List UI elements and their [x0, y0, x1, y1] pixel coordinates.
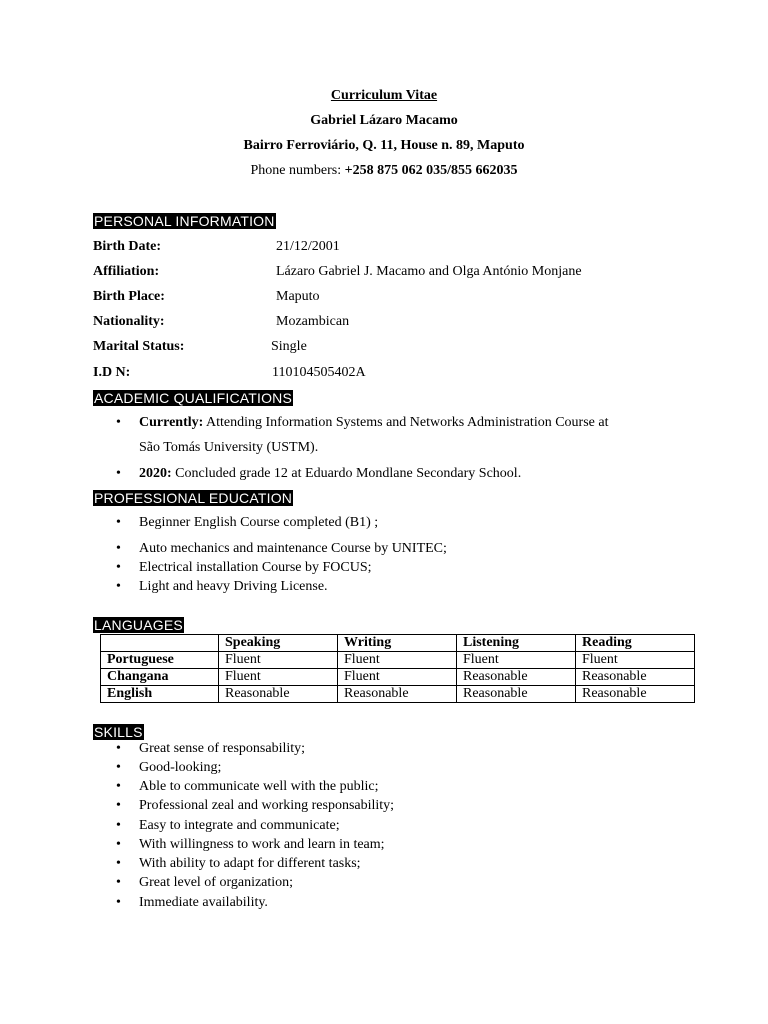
- section-heading-professional: PROFESSIONAL EDUCATION: [94, 490, 293, 506]
- list-item-academic: [139, 465, 521, 483]
- list-item-professional: Beginner English Course completed (B1) ;: [139, 515, 379, 530]
- table-cell: Reasonable: [219, 686, 338, 703]
- field-label-affiliation: Affiliation:: [93, 264, 160, 279]
- field-label-nationality: Nationality:: [93, 314, 165, 329]
- bullet-icon: •: [116, 541, 121, 556]
- academic-item-text: Concluded grade 12 at Eduardo Mondlane Secondary School.: [171, 466, 522, 481]
- section-heading-academic: ACADEMIC QUALIFICATIONS: [94, 390, 293, 406]
- list-item-skill: Easy to integrate and communicate;: [139, 818, 340, 833]
- language-name: Portuguese: [101, 652, 219, 669]
- bullet-icon: •: [116, 856, 121, 871]
- table-header-cell: Writing: [338, 635, 457, 652]
- bullet-icon: •: [116, 779, 121, 794]
- table-header-row: [101, 635, 695, 652]
- field-value-affiliation: Lázaro Gabriel J. Macamo and Olga António Monjane: [276, 264, 582, 279]
- table-cell: Fluent: [219, 669, 338, 686]
- field-value-birth-date: 21/12/2001: [276, 239, 340, 254]
- phone-value: +258 875 062 035/855 662035: [344, 163, 518, 178]
- table-cell: Fluent: [576, 652, 695, 669]
- list-item-skill: Great level of organization;: [139, 875, 294, 890]
- field-label-marital-status: Marital Status:: [93, 339, 185, 354]
- table-header-cell: Speaking: [219, 635, 338, 652]
- table-cell: Reasonable: [457, 686, 576, 703]
- field-label-birth-date: Birth Date:: [93, 239, 162, 254]
- field-value-nationality: Mozambican: [276, 314, 350, 329]
- section-heading-languages: LANGUAGES: [94, 617, 183, 633]
- bullet-icon: •: [116, 895, 121, 910]
- table-header-cell: Listening: [457, 635, 576, 652]
- field-value-id-number: 110104505402A: [272, 365, 366, 380]
- field-value-marital-status: Single: [271, 339, 307, 354]
- list-item-academic: [139, 414, 608, 432]
- bullet-icon: •: [116, 798, 121, 813]
- list-item-skill: Immediate availability.: [139, 895, 268, 910]
- bullet-icon: •: [116, 415, 121, 430]
- academic-item-lead: 2020:: [139, 466, 172, 481]
- candidate-address: Bairro Ferroviário, Q. 11, House n. 89, Maputo: [243, 138, 525, 153]
- list-item-skill: Good-looking;: [139, 760, 222, 775]
- bullet-icon: •: [116, 560, 121, 575]
- list-item-skill: Able to communicate well with the public;: [139, 779, 379, 794]
- list-item-skill: With willingness to work and learn in team;: [139, 837, 385, 852]
- bullet-icon: •: [116, 875, 121, 890]
- language-name: English: [101, 686, 219, 703]
- field-label-id-number: I.D N:: [93, 365, 131, 380]
- table-row: [101, 652, 695, 669]
- language-name: Changana: [101, 669, 219, 686]
- table-cell: Reasonable: [576, 686, 695, 703]
- bullet-icon: •: [116, 515, 121, 530]
- list-item-skill: Professional zeal and working responsability;: [139, 798, 395, 813]
- table-cell: Fluent: [219, 652, 338, 669]
- list-item-professional: Light and heavy Driving License.: [139, 579, 328, 594]
- bullet-icon: •: [116, 579, 121, 594]
- field-label-birth-place: Birth Place:: [93, 289, 165, 304]
- table-cell: Reasonable: [457, 669, 576, 686]
- section-heading-personal: PERSONAL INFORMATION: [94, 213, 275, 229]
- bullet-icon: •: [116, 818, 121, 833]
- list-item-professional: Electrical installation Course by FOCUS;: [139, 560, 372, 575]
- list-item-professional: Auto mechanics and maintenance Course by UNITEC;: [139, 541, 447, 556]
- table-row: [101, 669, 695, 686]
- phone-label: Phone numbers:: [250, 163, 345, 178]
- languages-table: [100, 634, 695, 703]
- table-header-cell: [101, 635, 219, 652]
- document-title: Curriculum Vitae: [330, 88, 438, 103]
- academic-item-continuation: São Tomás University (USTM).: [139, 440, 319, 455]
- academic-item-text: Attending Information Systems and Networks Administration Course at: [203, 415, 609, 430]
- list-item-skill: Great sense of responsability;: [139, 741, 306, 756]
- table-row: [101, 686, 695, 703]
- bullet-icon: •: [116, 760, 121, 775]
- list-item-skill: With ability to adapt for different tasks;: [139, 856, 361, 871]
- table-cell: Reasonable: [338, 686, 457, 703]
- table-cell: Fluent: [338, 652, 457, 669]
- bullet-icon: •: [116, 741, 121, 756]
- bullet-icon: •: [116, 466, 121, 481]
- table-cell: Fluent: [457, 652, 576, 669]
- candidate-name: Gabriel Lázaro Macamo: [310, 113, 458, 128]
- section-heading-skills: SKILLS: [94, 724, 143, 740]
- table-header-cell: Reading: [576, 635, 695, 652]
- phone-line: [0, 162, 768, 180]
- table-cell: Reasonable: [576, 669, 695, 686]
- academic-item-lead: Currently:: [139, 415, 204, 430]
- bullet-icon: •: [116, 837, 121, 852]
- table-cell: Fluent: [338, 669, 457, 686]
- field-value-birth-place: Maputo: [276, 289, 320, 304]
